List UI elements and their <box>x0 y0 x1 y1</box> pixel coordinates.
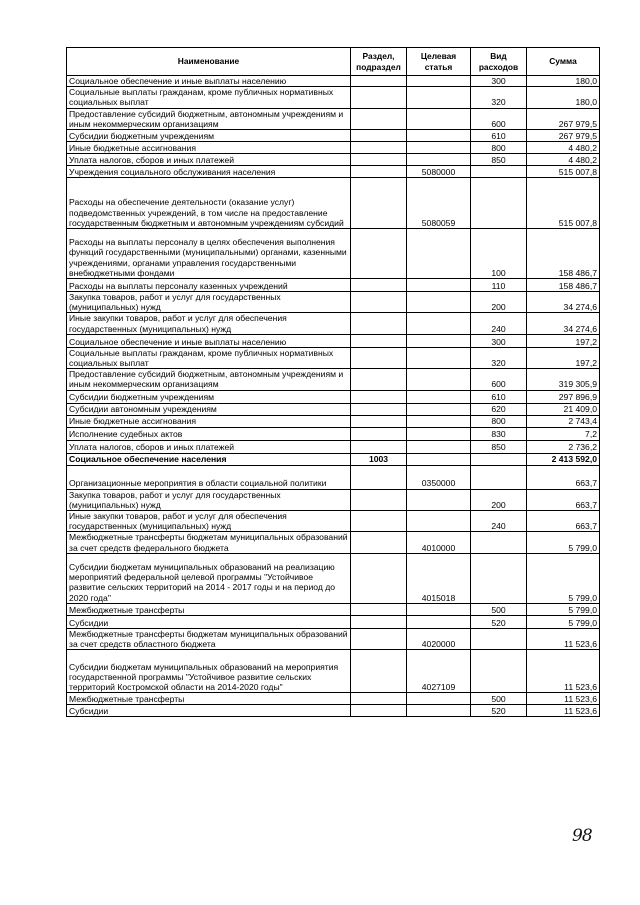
row-section <box>351 313 407 334</box>
row-section <box>351 693 407 705</box>
header-article: Целевая статья <box>407 48 471 76</box>
row-amount: 5 799,0 <box>527 553 600 603</box>
row-article <box>407 440 471 453</box>
row-article <box>407 489 471 510</box>
row-name: Субсидии <box>67 705 351 717</box>
row-expense: 800 <box>471 142 527 154</box>
row-expense: 610 <box>471 390 527 403</box>
table-row <box>67 142 600 154</box>
row-article: 4015018 <box>407 553 471 603</box>
row-section <box>351 334 407 347</box>
row-name: Уплата налогов, сборов и иных платежей <box>67 154 351 166</box>
row-expense: 320 <box>471 347 527 368</box>
row-expense: 830 <box>471 427 527 440</box>
row-name: Субсидии бюджетным учреждениям <box>67 390 351 403</box>
row-name: Уплата налогов, сборов и иных платежей <box>67 440 351 453</box>
table-row <box>67 415 600 427</box>
row-section <box>351 292 407 313</box>
row-section <box>351 76 407 87</box>
table-row <box>67 154 600 166</box>
table-row <box>67 553 600 603</box>
row-article <box>407 693 471 705</box>
row-article <box>407 453 471 465</box>
header-expense: Вид расходов <box>471 48 527 76</box>
row-expense: 620 <box>471 403 527 415</box>
row-section <box>351 415 407 427</box>
row-name: Межбюджетные трансферты <box>67 603 351 615</box>
row-section <box>351 427 407 440</box>
row-section <box>351 615 407 628</box>
row-amount: 515 007,8 <box>527 166 600 178</box>
table-row <box>67 453 600 465</box>
row-name: Иные закупки товаров, работ и услуг для обеспечения государственных (муниципальных) нужд <box>67 313 351 334</box>
row-expense: 600 <box>471 369 527 390</box>
row-article: 4020000 <box>407 628 471 649</box>
table-row <box>67 489 600 510</box>
row-article <box>407 334 471 347</box>
row-name: Субсидии бюджетным учреждениям <box>67 130 351 142</box>
row-amount: 5 799,0 <box>527 615 600 628</box>
row-amount: 11 523,6 <box>527 650 600 693</box>
row-expense: 800 <box>471 415 527 427</box>
row-name: Межбюджетные трансферты <box>67 693 351 705</box>
row-amount: 297 896,9 <box>527 390 600 403</box>
row-name: Организационные мероприятия в области социальной политики <box>67 465 351 489</box>
row-expense: 300 <box>471 334 527 347</box>
row-name: Закупка товаров, работ и услуг для государственных (муниципальных) нужд <box>67 292 351 313</box>
row-section <box>351 489 407 510</box>
row-name: Субсидии бюджетам муниципальных образований на мероприятия государственной программы "Устойчивое развитие сельских территорий Костромской области на 2014-2020 годы" <box>67 650 351 693</box>
row-name: Расходы на выплаты персоналу казенных учреждений <box>67 279 351 292</box>
row-section <box>351 229 407 279</box>
table-row <box>67 334 600 347</box>
row-section <box>351 603 407 615</box>
row-amount: 197,2 <box>527 347 600 368</box>
table-row <box>67 229 600 279</box>
row-amount: 7,2 <box>527 427 600 440</box>
row-expense: 300 <box>471 76 527 87</box>
row-amount: 5 799,0 <box>527 532 600 553</box>
row-article <box>407 403 471 415</box>
row-article <box>407 415 471 427</box>
row-name: Расходы на выплаты персоналу в целях обеспечения выполнения функций государственными (муниципальными) органами, казенными учреждениями, органами управления государственными внебюджетными фондами <box>67 229 351 279</box>
row-amount: 2 736,2 <box>527 440 600 453</box>
row-article <box>407 154 471 166</box>
table-row <box>67 693 600 705</box>
row-name: Субсидии бюджетам муниципальных образований на реализацию мероприятий федеральной целевой программы "Устойчивое развитие сельских территорий на 2014 - 2017 годы и на период до 2020 года" <box>67 553 351 603</box>
row-expense <box>471 650 527 693</box>
table-row <box>67 87 600 108</box>
row-expense: 240 <box>471 511 527 532</box>
row-name: Закупка товаров, работ и услуг для государственных (муниципальных) нужд <box>67 489 351 510</box>
row-name: Социальное обеспечение и иные выплаты населению <box>67 334 351 347</box>
row-expense <box>471 166 527 178</box>
row-name: Предоставление субсидий бюджетным, автономным учреждениям и иным некоммерческим организациям <box>67 108 351 129</box>
row-section <box>351 108 407 129</box>
row-expense: 240 <box>471 313 527 334</box>
row-name: Социальное обеспечение и иные выплаты населению <box>67 76 351 87</box>
row-name: Учреждения социального обслуживания населения <box>67 166 351 178</box>
row-amount: 4 480,2 <box>527 154 600 166</box>
row-article <box>407 292 471 313</box>
row-expense: 100 <box>471 229 527 279</box>
table-row <box>67 465 600 489</box>
row-amount: 5 799,0 <box>527 603 600 615</box>
row-name: Иные закупки товаров, работ и услуг для обеспечения государственных (муниципальных) нужд <box>67 511 351 532</box>
table-row <box>67 440 600 453</box>
row-amount: 180,0 <box>527 76 600 87</box>
row-article <box>407 603 471 615</box>
row-amount: 34 274,6 <box>527 292 600 313</box>
row-expense: 610 <box>471 130 527 142</box>
row-amount: 515 007,8 <box>527 178 600 229</box>
row-amount: 21 409,0 <box>527 403 600 415</box>
row-section <box>351 369 407 390</box>
table-row <box>67 292 600 313</box>
row-article <box>407 313 471 334</box>
row-expense <box>471 628 527 649</box>
table-header-row <box>67 48 600 76</box>
table-row <box>67 403 600 415</box>
row-name: Межбюджетные трансферты бюджетам муниципальных образований за счет средств федерального бюджета <box>67 532 351 553</box>
table-row <box>67 76 600 87</box>
row-amount: 34 274,6 <box>527 313 600 334</box>
row-article <box>407 87 471 108</box>
row-section <box>351 87 407 108</box>
row-expense <box>471 553 527 603</box>
row-amount: 197,2 <box>527 334 600 347</box>
row-section <box>351 178 407 229</box>
table-row <box>67 427 600 440</box>
row-article <box>407 229 471 279</box>
row-expense: 200 <box>471 292 527 313</box>
row-amount: 11 523,6 <box>527 628 600 649</box>
row-section <box>351 705 407 717</box>
row-expense: 850 <box>471 440 527 453</box>
row-article <box>407 108 471 129</box>
row-section <box>351 347 407 368</box>
row-section <box>351 553 407 603</box>
table-row <box>67 108 600 129</box>
row-expense: 320 <box>471 87 527 108</box>
row-article: 4027109 <box>407 650 471 693</box>
table-row <box>67 178 600 229</box>
row-article <box>407 705 471 717</box>
row-article: 5080000 <box>407 166 471 178</box>
row-name: Субсидии автономным учреждениям <box>67 403 351 415</box>
row-section <box>351 465 407 489</box>
row-section <box>351 154 407 166</box>
table-row <box>67 313 600 334</box>
row-name: Социальные выплаты гражданам, кроме публичных нормативных социальных выплат <box>67 347 351 368</box>
row-expense: 600 <box>471 108 527 129</box>
row-expense <box>471 465 527 489</box>
row-amount: 180,0 <box>527 87 600 108</box>
header-amount: Сумма <box>527 48 600 76</box>
row-expense <box>471 532 527 553</box>
row-expense: 850 <box>471 154 527 166</box>
row-name: Социальное обеспечение населения <box>67 453 351 465</box>
row-section <box>351 532 407 553</box>
row-amount: 663,7 <box>527 465 600 489</box>
row-expense: 520 <box>471 615 527 628</box>
table-row <box>67 628 600 649</box>
row-article <box>407 279 471 292</box>
row-expense: 500 <box>471 693 527 705</box>
row-amount: 267 979,5 <box>527 130 600 142</box>
row-article <box>407 511 471 532</box>
row-section <box>351 390 407 403</box>
table-row <box>67 130 600 142</box>
row-section <box>351 628 407 649</box>
row-amount: 319 305,9 <box>527 369 600 390</box>
row-expense <box>471 453 527 465</box>
table-row <box>67 369 600 390</box>
row-amount: 2 743,4 <box>527 415 600 427</box>
row-amount: 267 979,5 <box>527 108 600 129</box>
row-section <box>351 511 407 532</box>
row-section: 1003 <box>351 453 407 465</box>
row-article: 5080059 <box>407 178 471 229</box>
row-section <box>351 166 407 178</box>
row-expense: 200 <box>471 489 527 510</box>
row-article <box>407 130 471 142</box>
row-article <box>407 347 471 368</box>
row-name: Иные бюджетные ассигнования <box>67 415 351 427</box>
row-amount: 4 480,2 <box>527 142 600 154</box>
row-article <box>407 76 471 87</box>
row-section <box>351 130 407 142</box>
row-article <box>407 390 471 403</box>
row-name: Исполнение судебных актов <box>67 427 351 440</box>
table-row <box>67 511 600 532</box>
row-article: 4010000 <box>407 532 471 553</box>
row-section <box>351 650 407 693</box>
row-expense: 500 <box>471 603 527 615</box>
row-name: Субсидии <box>67 615 351 628</box>
table-row <box>67 532 600 553</box>
row-amount: 158 486,7 <box>527 229 600 279</box>
header-section: Раздел, подраздел <box>351 48 407 76</box>
row-article <box>407 369 471 390</box>
row-name: Иные бюджетные ассигнования <box>67 142 351 154</box>
row-article <box>407 142 471 154</box>
row-amount: 663,7 <box>527 511 600 532</box>
table-row <box>67 650 600 693</box>
row-name: Предоставление субсидий бюджетным, автономным учреждениям и иным некоммерческим организациям <box>67 369 351 390</box>
row-article <box>407 615 471 628</box>
row-amount: 158 486,7 <box>527 279 600 292</box>
table-row <box>67 166 600 178</box>
table-row <box>67 705 600 717</box>
table-row <box>67 603 600 615</box>
row-section <box>351 142 407 154</box>
row-expense: 110 <box>471 279 527 292</box>
row-name: Межбюджетные трансферты бюджетам муниципальных образований за счет средств областного бюджета <box>67 628 351 649</box>
table-row <box>67 615 600 628</box>
row-section <box>351 403 407 415</box>
row-amount: 2 413 592,0 <box>527 453 600 465</box>
row-amount: 663,7 <box>527 489 600 510</box>
header-name: Наименование <box>67 48 351 76</box>
budget-table <box>66 47 600 717</box>
row-name: Социальные выплаты гражданам, кроме публичных нормативных социальных выплат <box>67 87 351 108</box>
table-row <box>67 390 600 403</box>
row-expense: 520 <box>471 705 527 717</box>
row-expense <box>471 178 527 229</box>
row-amount: 11 523,6 <box>527 693 600 705</box>
table-row <box>67 279 600 292</box>
table-row <box>67 347 600 368</box>
row-name: Расходы на обеспечение деятельности (оказание услуг) подведомственных учреждений, в том числе на предоставление государственным бюджетным и автономным учреждениям субсидий <box>67 178 351 229</box>
row-article: 0350000 <box>407 465 471 489</box>
table-body <box>67 76 600 717</box>
page-number: 98 <box>572 826 592 846</box>
row-section <box>351 440 407 453</box>
row-article <box>407 427 471 440</box>
row-section <box>351 279 407 292</box>
row-amount: 11 523,6 <box>527 705 600 717</box>
